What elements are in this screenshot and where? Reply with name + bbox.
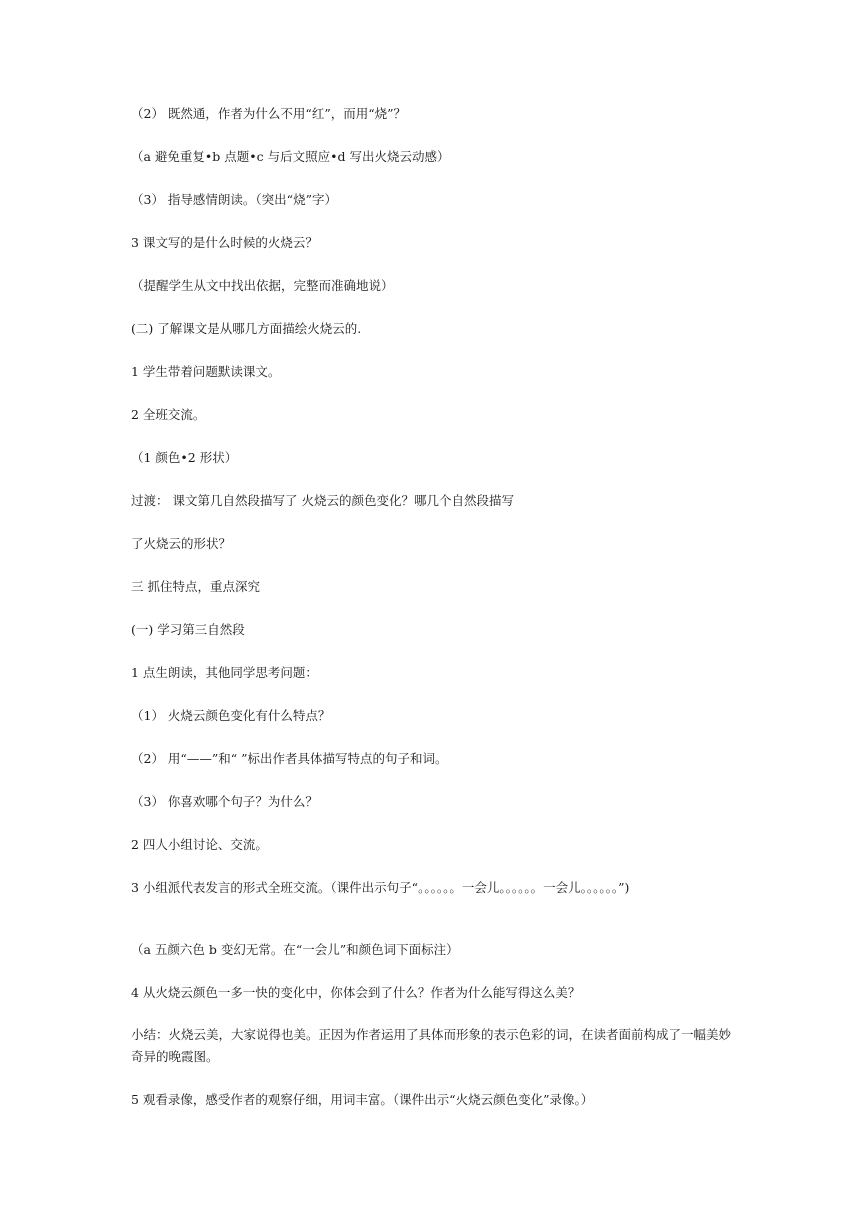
text-line: 过渡： 课文第几自然段描写了 火烧云的颜色变化？哪几个自然段描写 <box>131 493 514 508</box>
text-line: （2） 用“——”和“ ”标出作者具体描写特点的句子和词。 <box>131 751 448 766</box>
text-line: （a 避免重复•b 点题•c 与后文照应•d 写出火烧云动感） <box>131 149 450 164</box>
text-line: 了火烧云的形状？ <box>131 536 232 551</box>
section-heading: 三 抓住特点，重点深究 <box>131 579 260 594</box>
text-line: 4 从火烧云颜色一多一快的变化中，你体会到了什么？作者为什么能写得这么美？ <box>131 985 581 1000</box>
text-line: （3） 你喜欢哪个句子？为什么？ <box>131 794 318 809</box>
text-line: 1 点生朗读，其他同学思考问题： <box>131 665 318 680</box>
section-heading: (一) 学习第三自然段 <box>131 622 245 637</box>
text-line: 2 四人小组讨论、交流。 <box>131 837 268 852</box>
text-line: （提醒学生从文中找出依据，完整而准确地说） <box>131 278 394 293</box>
text-line: 1 学生带着问题默读课文。 <box>131 364 281 379</box>
section-heading: (二) 了解课文是从哪几方面描绘火烧云的. <box>131 321 362 336</box>
text-line: 3 课文写的是什么时候的火烧云？ <box>131 235 318 250</box>
text-line: （a 五颜六色 b 变幻无常。在“一会儿”和颜色词下面标注） <box>131 942 459 957</box>
text-line: （3） 指导感情朗读。（突出“烧”字） <box>131 192 337 207</box>
text-line: 5 观看录像，感受作者的观察仔细，用词丰富。（课件出示“火烧云颜色变化”录像。） <box>131 1092 594 1107</box>
text-line: 3 小组派代表发言的形式全班交流。（课件出示句子“。。。。。。一会儿。。。。。。一会儿。。。。。。”) <box>131 880 630 895</box>
text-line: （1） 火烧云颜色变化有什么特点？ <box>131 708 331 723</box>
text-line: 2 全班交流。 <box>131 407 206 422</box>
summary-paragraph: 小结：火烧云美，大家说得也美。正因为作者运用了具体而形象的表示色彩的词，在读者面前构成了一幅美妙奇异的晚霞图。 <box>131 1027 732 1064</box>
text-line: （2） 既然通，作者为什么不用“红”，而用“烧”？ <box>131 106 406 121</box>
text-line: （1 颜色•2 形状） <box>131 450 238 465</box>
